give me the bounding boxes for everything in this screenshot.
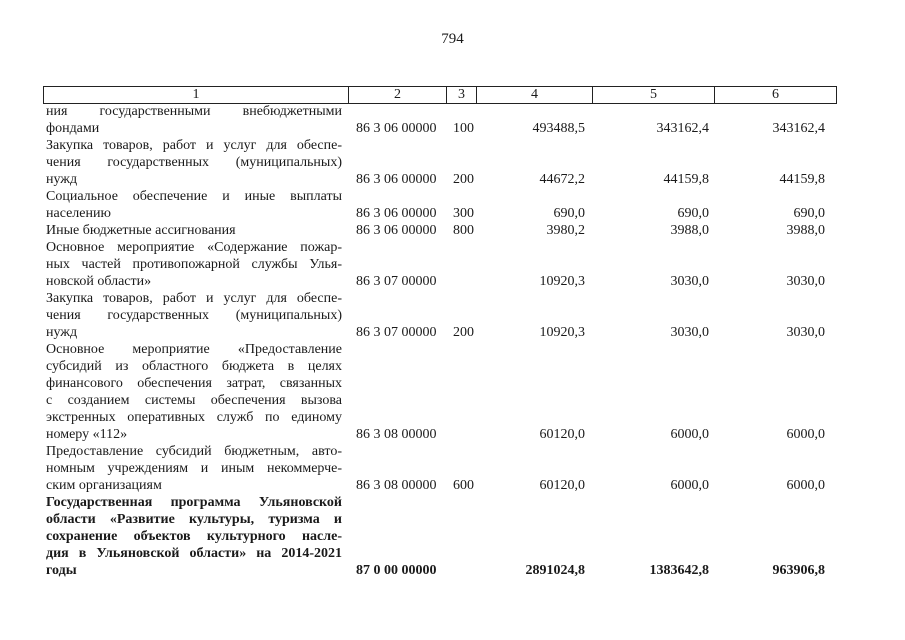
expense-type-cell: 100 (453, 121, 474, 136)
column-header-3: 3 (447, 87, 477, 103)
description-line: ния государственными внебюджетными (46, 104, 342, 119)
amount-col5-cell: 44159,8 (663, 172, 709, 187)
target-code-cell: 86 3 08 00000 (356, 478, 437, 493)
row-description (46, 443, 342, 494)
table-header (43, 86, 837, 104)
description-line: Социальное обеспечение и иные выплаты (46, 189, 342, 204)
amount-col4-cell: 493488,5 (532, 121, 585, 136)
description-line: финансового обеспечения затрат, связанных (46, 376, 342, 391)
expense-type-cell: 600 (453, 478, 474, 493)
row-description (46, 290, 342, 341)
amount-col4-cell: 60120,0 (539, 427, 585, 442)
row-description (46, 188, 342, 222)
target-code-cell: 86 3 08 00000 (356, 427, 437, 442)
row-description (46, 103, 342, 137)
amount-col4-cell: 10920,3 (539, 274, 585, 289)
description-line: с созданием системы обеспечения вызова (46, 393, 342, 408)
amount-col6-cell: 3030,0 (786, 325, 825, 340)
target-code-cell: 86 3 06 00000 (356, 206, 437, 221)
amount-col5-cell: 1383642,8 (649, 563, 709, 578)
description-line: сохранение объектов культурного насле- (46, 529, 342, 544)
description-line: дия в Ульяновской области» на 2014-2021 (46, 546, 342, 561)
row-description (46, 137, 342, 188)
expense-type-cell: 200 (453, 325, 474, 340)
column-header-5: 5 (593, 87, 715, 103)
row-description (46, 239, 342, 290)
description-line: фондами (46, 121, 100, 136)
amount-col4-cell: 690,0 (553, 206, 585, 221)
expense-type-cell: 300 (453, 206, 474, 221)
amount-col6-cell: 3030,0 (786, 274, 825, 289)
amount-col4-cell: 44672,2 (539, 172, 585, 187)
page-number: 794 (441, 31, 464, 47)
amount-col6-cell: 343162,4 (772, 121, 825, 136)
amount-col6-cell: 6000,0 (786, 427, 825, 442)
column-header-6: 6 (772, 87, 779, 102)
column-header-1: 1 (44, 87, 349, 103)
description-line: Основное мероприятие «Содержание пожар- (46, 240, 342, 255)
description-line: номным учреждениям и иным некоммерче- (46, 461, 342, 476)
amount-col4-cell: 10920,3 (539, 325, 585, 340)
amount-col6-cell: 963906,8 (772, 563, 825, 578)
description-line: нужд (46, 325, 78, 340)
description-line: ных частей противопожарной службы Улья- (46, 257, 342, 272)
amount-col5-cell: 3030,0 (670, 325, 709, 340)
column-header-2: 2 (349, 87, 447, 103)
amount-col5-cell: 6000,0 (670, 427, 709, 442)
description-line: Основное мероприятие «Предоставление (46, 342, 342, 357)
amount-col4-cell: 2891024,8 (525, 563, 585, 578)
description-line: Предоставление субсидий бюджетным, авто- (46, 444, 342, 459)
row-description (46, 222, 342, 239)
amount-col5-cell: 3030,0 (670, 274, 709, 289)
description-line: чения государственных (муниципальных) (46, 155, 342, 170)
description-line: ским организациям (46, 478, 162, 493)
amount-col5-cell: 690,0 (677, 206, 709, 221)
description-line: Закупка товаров, работ и услуг для обеспе- (46, 291, 342, 306)
target-code-cell: 86 3 07 00000 (356, 325, 437, 340)
row-description (46, 341, 342, 443)
description-line: чения государственных (муниципальных) (46, 308, 342, 323)
amount-col6-cell: 44159,8 (779, 172, 825, 187)
amount-col5-cell: 3988,0 (670, 223, 709, 238)
description-line: населению (46, 206, 111, 221)
amount-col6-cell: 6000,0 (786, 478, 825, 493)
description-line: номеру «112» (46, 427, 128, 442)
description-line: экстренных оперативных служб по единому (46, 410, 342, 425)
amount-col6-cell: 3988,0 (786, 223, 825, 238)
description-line: области «Развитие культуры, туризма и (46, 512, 342, 527)
amount-col6-cell: 690,0 (793, 206, 825, 221)
description-line: Иные бюджетные ассигнования (46, 223, 236, 238)
amount-col4-cell: 3980,2 (546, 223, 585, 238)
description-line: нужд (46, 172, 78, 187)
description-line: годы (46, 563, 77, 578)
expense-type-cell: 200 (453, 172, 474, 187)
description-line: Государственная программа Ульяновской (46, 495, 342, 510)
target-code-cell: 86 3 06 00000 (356, 223, 437, 238)
target-code-cell: 86 3 06 00000 (356, 172, 437, 187)
column-header-4: 4 (477, 87, 593, 103)
target-code-cell: 86 3 07 00000 (356, 274, 437, 289)
description-line: Закупка товаров, работ и услуг для обеспе- (46, 138, 342, 153)
amount-col5-cell: 343162,4 (656, 121, 709, 136)
expense-type-cell: 800 (453, 223, 474, 238)
target-code-cell: 87 0 00 00000 (356, 563, 437, 578)
amount-col4-cell: 60120,0 (539, 478, 585, 493)
target-code-cell: 86 3 06 00000 (356, 121, 437, 136)
row-description (46, 494, 342, 579)
amount-col5-cell: 6000,0 (670, 478, 709, 493)
description-line: новской области» (46, 274, 152, 289)
description-line: субсидий из областного бюджета в целях (46, 359, 342, 374)
